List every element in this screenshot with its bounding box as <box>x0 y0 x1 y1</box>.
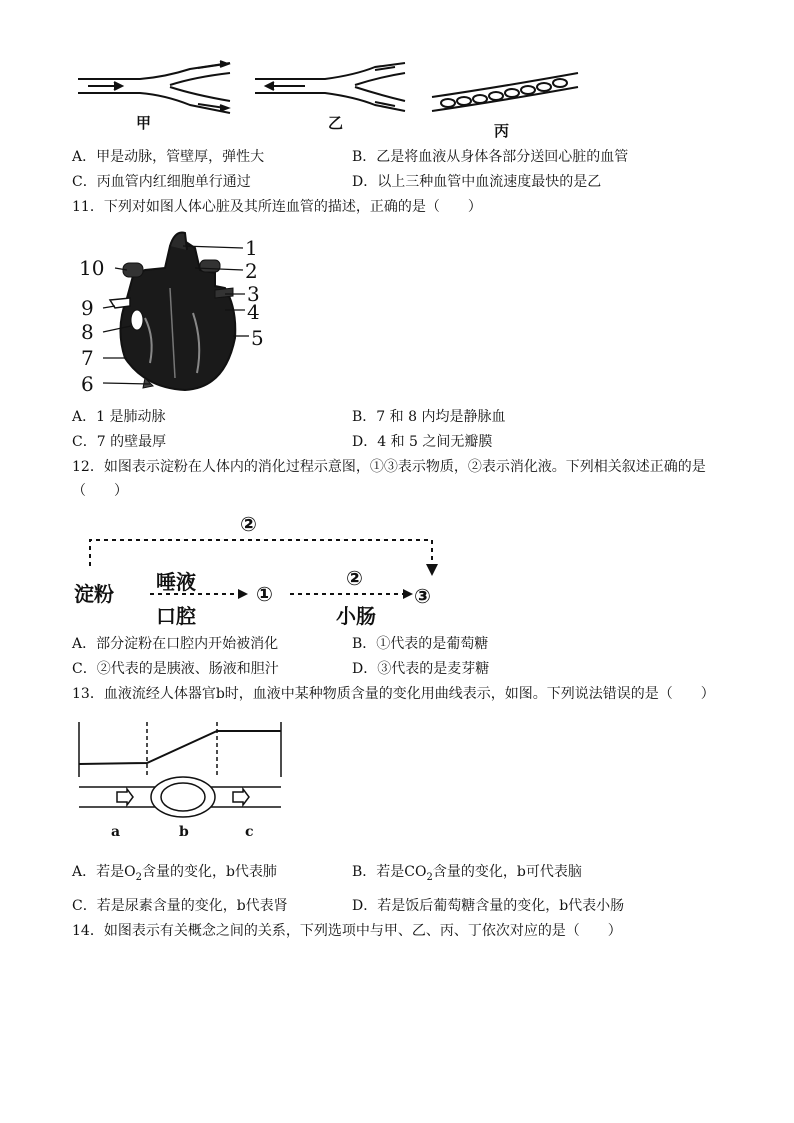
organ-flow-figure <box>75 712 290 842</box>
digestion-top-label: ② <box>240 512 257 536</box>
q10-option-c[interactable]: C．丙血管内红细胞单行通过 <box>72 174 251 190</box>
vessel-label-bing: 丙 <box>494 122 510 140</box>
vessel-label-jia: 甲 <box>136 114 152 132</box>
heart-label-10: 10 <box>79 256 105 280</box>
q13-option-b[interactable] <box>352 862 582 888</box>
digestion-product2: ③ <box>414 584 431 608</box>
q11-stem: 11．下列对如图人体心脏及其所连血管的描述，正确的是（ ） <box>72 199 482 215</box>
digestion-product1: ① <box>256 582 273 606</box>
heart-label-3: 3 <box>247 282 260 306</box>
digestion-diagram <box>70 508 450 628</box>
organ-flow-label-b: b <box>179 824 189 840</box>
q12-stem-line1: 12．如图表示淀粉在人体内的消化过程示意图，①③表示物质，②表示消化液。下列相关叙述正确的是 <box>72 459 706 475</box>
q12-option-a[interactable]: A．部分淀粉在口腔内开始被消化 <box>72 636 279 652</box>
q10-option-a[interactable]: A．甲是动脉，管壁厚，弹性大 <box>72 149 265 165</box>
organ-flow-label-c: c <box>245 824 254 840</box>
heart-label-2: 2 <box>245 259 258 283</box>
q13-option-d[interactable]: D．若是饭后葡萄糖含量的变化，b代表小肠 <box>352 898 625 914</box>
q10-option-b[interactable]: B．乙是将血液从身体各部分送回心脏的血管 <box>352 149 629 165</box>
digestion-step2-bottom: 小肠 <box>336 604 376 628</box>
vessel-bing-drawing <box>432 73 578 111</box>
heart-label-6: 6 <box>81 372 94 396</box>
q13-option-a-post: 含量的变化，b代表肺 <box>141 864 277 880</box>
digestion-arrows <box>70 508 450 628</box>
q11-option-c[interactable]: C．7 的壁最厚 <box>72 434 167 450</box>
q12-option-b[interactable]: B．①代表的是葡萄糖 <box>352 636 489 652</box>
digestion-start: 淀粉 <box>74 582 114 606</box>
q11-option-d[interactable]: D．4 和 5 之间无瓣膜 <box>352 434 493 450</box>
q13-option-a-sub: 2 <box>135 871 142 883</box>
q13-option-b-pre: B．若是CO <box>352 864 427 880</box>
q11-option-b[interactable]: B．7 和 8 内均是静脉血 <box>352 409 506 425</box>
q13-option-b-sub: 2 <box>426 871 433 883</box>
heart-label-4: 4 <box>247 300 260 324</box>
vessel-jia-drawing <box>78 61 230 113</box>
q13-option-c[interactable]: C．若是尿素含量的变化，b代表肾 <box>72 898 288 914</box>
organ-flow-label-a: a <box>111 824 121 840</box>
vessel-label-yi: 乙 <box>328 114 344 132</box>
q13-stem: 13．血液流经人体器官b时，血液中某种物质含量的变化用曲线表示，如图。下列说法错误的是（ ） <box>72 686 715 702</box>
heart-label-7: 7 <box>81 346 94 370</box>
q13-option-a-pre: A．若是O <box>72 864 136 880</box>
q13-option-a[interactable] <box>72 862 277 888</box>
heart-label-5: 5 <box>251 326 264 350</box>
vessel-yi-drawing <box>255 63 405 111</box>
q12-option-c[interactable]: C．②代表的是胰液、肠液和胆汁 <box>72 661 279 677</box>
heart-label-9: 9 <box>81 296 94 320</box>
heart-label-1: 1 <box>245 236 258 260</box>
q12-option-d[interactable]: D．③代表的是麦芽糖 <box>352 661 490 677</box>
heart-label-8: 8 <box>81 320 94 344</box>
q11-option-a[interactable]: A．1 是肺动脉 <box>72 409 166 425</box>
digestion-step2-top: ② <box>346 566 363 590</box>
q14-stem: 14．如图表示有关概念之间的关系，下列选项中与甲、乙、丙、丁依次对应的是（ ） <box>72 923 622 939</box>
q13-option-b-post: 含量的变化，b可代表脑 <box>432 864 582 880</box>
digestion-step1-top: 唾液 <box>156 570 196 594</box>
vessel-figure <box>70 55 590 145</box>
digestion-step1-bottom: 口腔 <box>156 604 196 628</box>
q10-option-d[interactable]: D．以上三种血管中血流速度最快的是乙 <box>352 174 602 190</box>
heart-figure <box>75 228 275 396</box>
q12-stem-line2: （ ） <box>72 483 128 499</box>
